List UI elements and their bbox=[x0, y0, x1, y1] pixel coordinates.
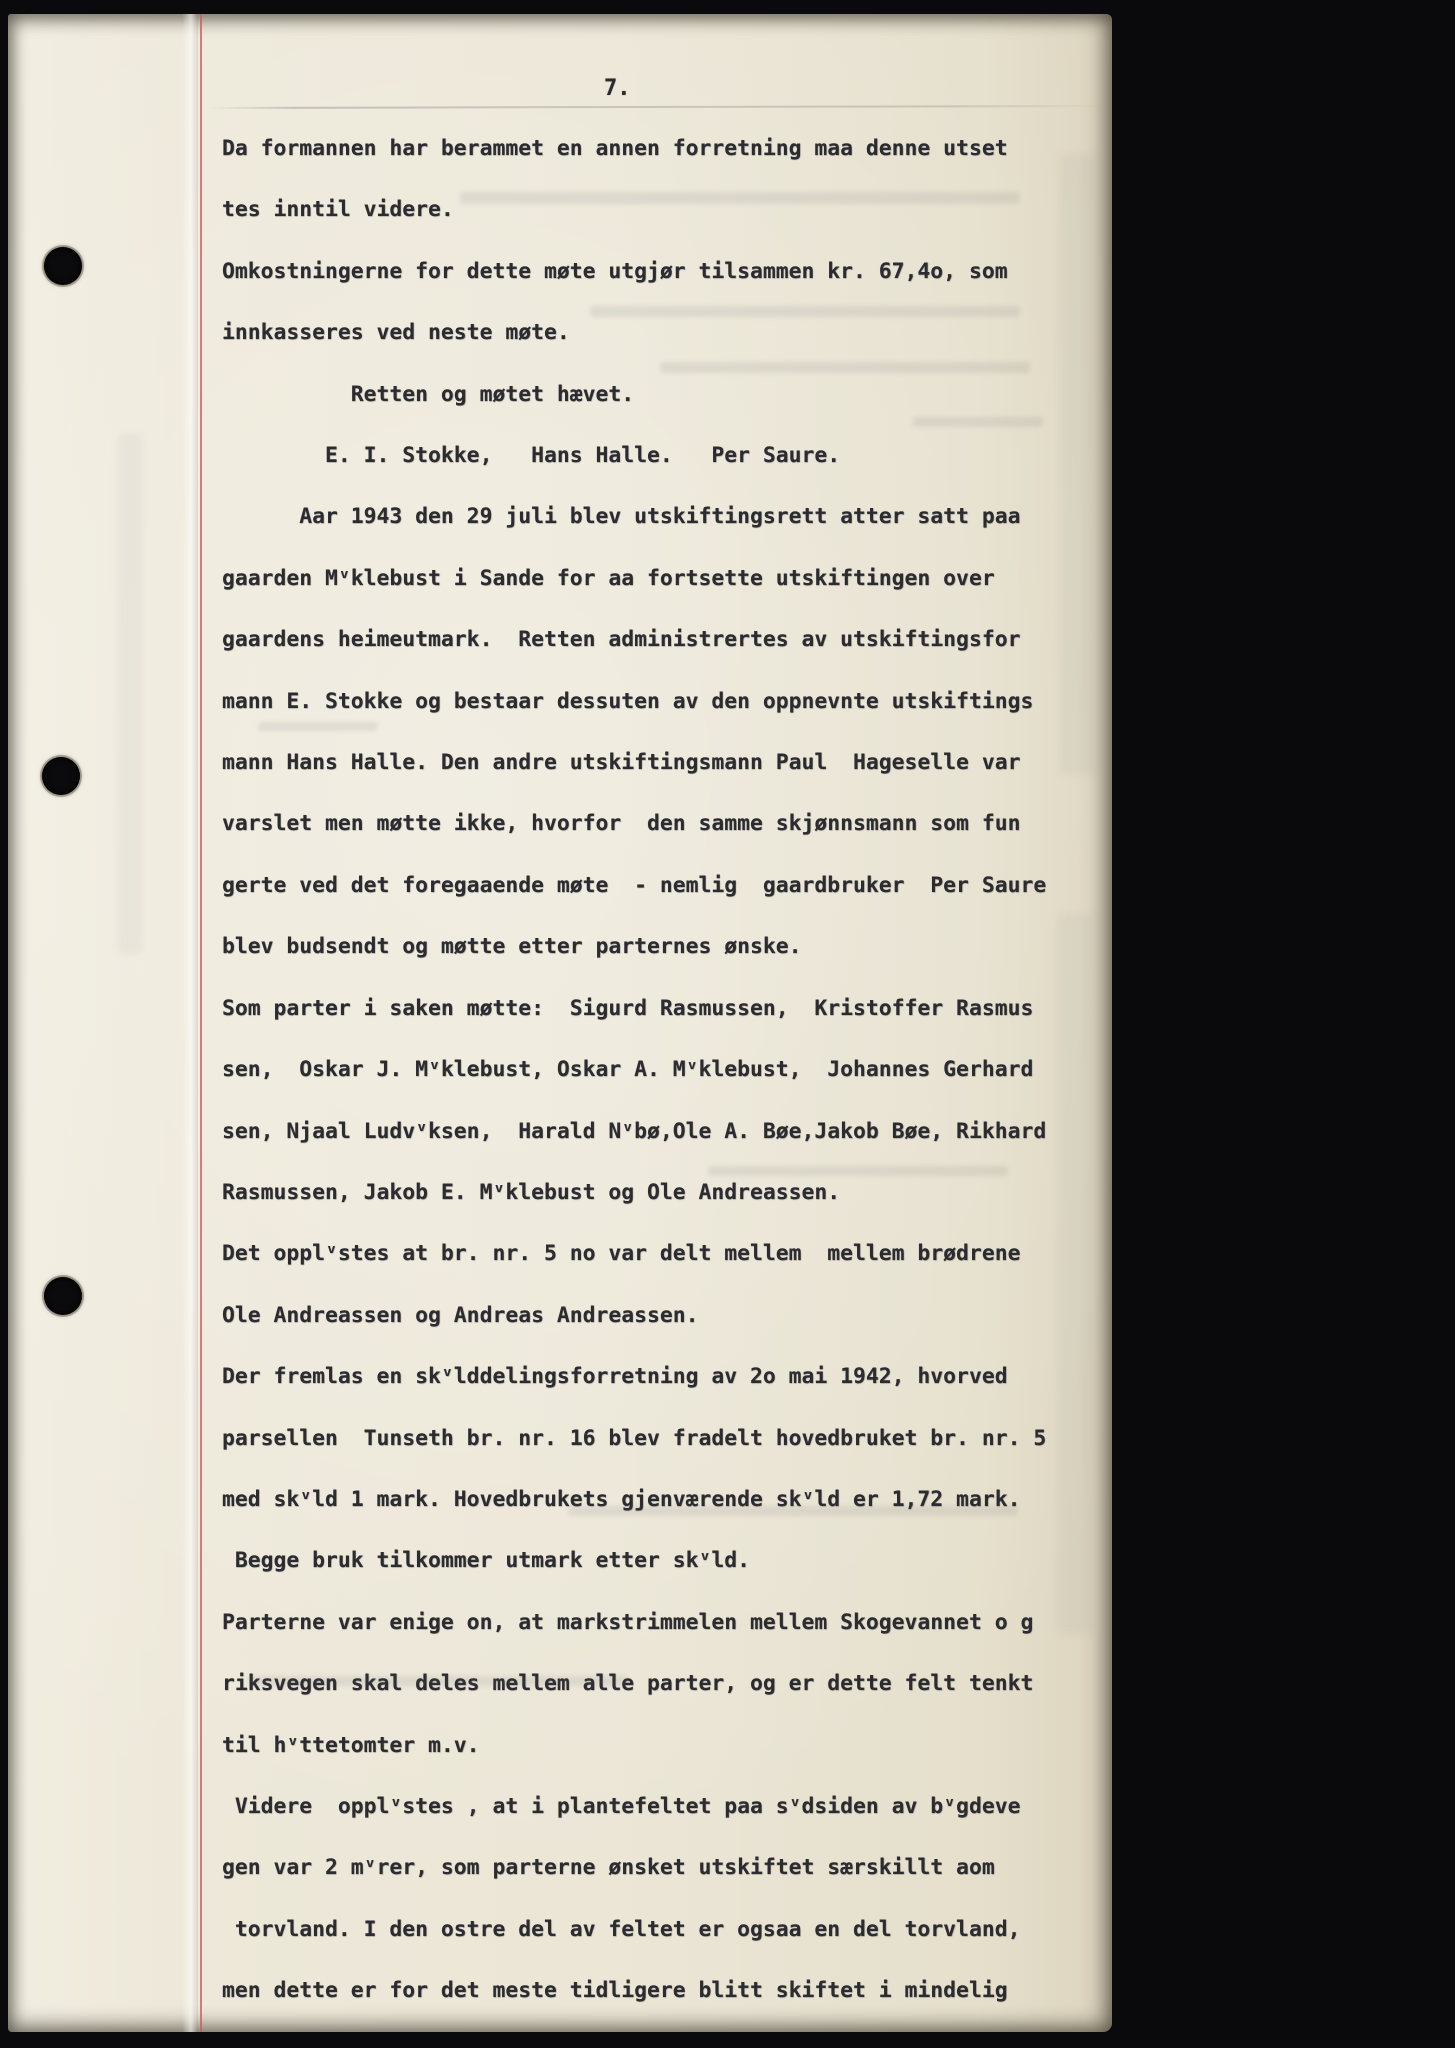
bleedthrough-mark bbox=[1058, 914, 1092, 1634]
bleedthrough-mark bbox=[590, 306, 1020, 317]
bleedthrough-mark bbox=[568, 1506, 1018, 1516]
text-line: sen, Oskar J. Mᵛklebust, Oskar A. Mᵛklebust, Johannes Gerhard bbox=[222, 1057, 1034, 1083]
bleedthrough-mark bbox=[248, 1676, 628, 1686]
text-line: til hᵛttetomter m.v. bbox=[222, 1732, 480, 1758]
paper-sheet bbox=[8, 14, 1112, 2032]
page-number: 7. bbox=[604, 76, 631, 101]
text-line: riksvegen skal deles mellem alle parter, og er dette felt tenkt bbox=[222, 1671, 1034, 1697]
text-line: Omkostningerne for dette møte utgjør tilsammen kr. 67,4o, som bbox=[222, 258, 1008, 284]
text-line: Ole Andreassen og Andreas Andreassen. bbox=[222, 1302, 699, 1328]
text-line: tes inntil videre. bbox=[222, 197, 454, 223]
text-line: innkasseres ved neste møte. bbox=[222, 320, 570, 346]
text-line: E. I. Stokke, Hans Halle. Per Saure. bbox=[222, 443, 841, 469]
text-line: varslet men møtte ikke, hvorfor den samme skjønnsmann som fun bbox=[222, 811, 1021, 837]
text-line: parsellen Tunseth br. nr. 16 blev fradelt hovedbruket br. nr. 5 bbox=[222, 1425, 1047, 1451]
text-line: gerte ved det foregaaende møte - nemlig gaardbruker Per Saure bbox=[222, 872, 1047, 898]
bleedthrough-mark bbox=[118, 434, 142, 954]
text-line: Aar 1943 den 29 juli blev utskiftingsrett atter satt paa bbox=[222, 504, 1021, 530]
text-line: mann Hans Halle. Den andre utskiftingsmann Paul Hageselle var bbox=[222, 750, 1021, 776]
text-line: Som parter i saken møtte: Sigurd Rasmussen, Kristoffer Rasmus bbox=[222, 995, 1034, 1021]
text-line: Retten og møtet hævet. bbox=[222, 381, 635, 407]
text-line: Det opplᵛstes at br. nr. 5 no var delt mellem mellem brødrene bbox=[222, 1241, 1021, 1267]
text-line: gaarden Mᵛklebust i Sande for aa fortsette utskiftingen over bbox=[222, 565, 995, 591]
text-line: Da formannen har berammet en annen forretning maa denne utset bbox=[222, 136, 1008, 161]
text-line: torvland. I den ostre del av feltet er ogsaa en del torvland, bbox=[222, 1916, 1021, 1942]
text-line: med skᵛld 1 mark. Hovedbrukets gjenværende skᵛld er 1,72 mark. bbox=[222, 1486, 1021, 1512]
text-line: gen var 2 mᵛrer, som parterne ønsket utskiftet særskillt aom bbox=[222, 1855, 995, 1881]
punch-hole bbox=[42, 757, 80, 795]
text-line: Rasmussen, Jakob E. Mᵛklebust og Ole Andreassen. bbox=[222, 1179, 841, 1205]
text-line: Der fremlas en skᵛlddelingsforretning av 2o mai 1942, hvorved bbox=[222, 1364, 1008, 1390]
text-line: sen, Njaal Ludvᵛksen, Harald Nᵛbø,Ole A. Bøe,Jakob Bøe, Rikhard bbox=[222, 1118, 1047, 1144]
bleedthrough-mark bbox=[460, 192, 1020, 204]
text-line: men dette er for det meste tidligere blitt skiftet i mindelig bbox=[222, 1978, 1008, 2004]
punch-hole bbox=[44, 1277, 82, 1315]
bleedthrough-mark bbox=[913, 417, 1043, 427]
text-line: Videre opplᵛstes , at i plantefeltet paa sᵛdsiden av bᵛgdeve bbox=[222, 1793, 1021, 1819]
bleedthrough-mark bbox=[708, 1166, 1008, 1176]
typewritten-text bbox=[222, 118, 1046, 2022]
text-line: blev budsendt og møtte etter parternes ønske. bbox=[222, 934, 802, 960]
punch-hole bbox=[44, 247, 82, 285]
red-margin-line bbox=[200, 14, 202, 2032]
text-line: Begge bruk tilkommer utmark etter skᵛld. bbox=[222, 1548, 751, 1574]
text-line: mann E. Stokke og bestaar dessuten av den oppnevnte utskiftings bbox=[222, 688, 1034, 714]
text-line: Parterne var enige on, at markstrimmelen mellem Skogevannet o g bbox=[222, 1609, 1034, 1635]
pencil-rule-line bbox=[206, 105, 1108, 109]
bleedthrough-mark bbox=[258, 722, 378, 731]
text-line: gaardens heimeutmark. Retten administrertes av utskiftingsfor bbox=[222, 627, 1021, 653]
paper-crease bbox=[182, 14, 198, 2032]
bleedthrough-mark bbox=[1060, 154, 1094, 774]
bleedthrough-mark bbox=[660, 362, 1030, 373]
